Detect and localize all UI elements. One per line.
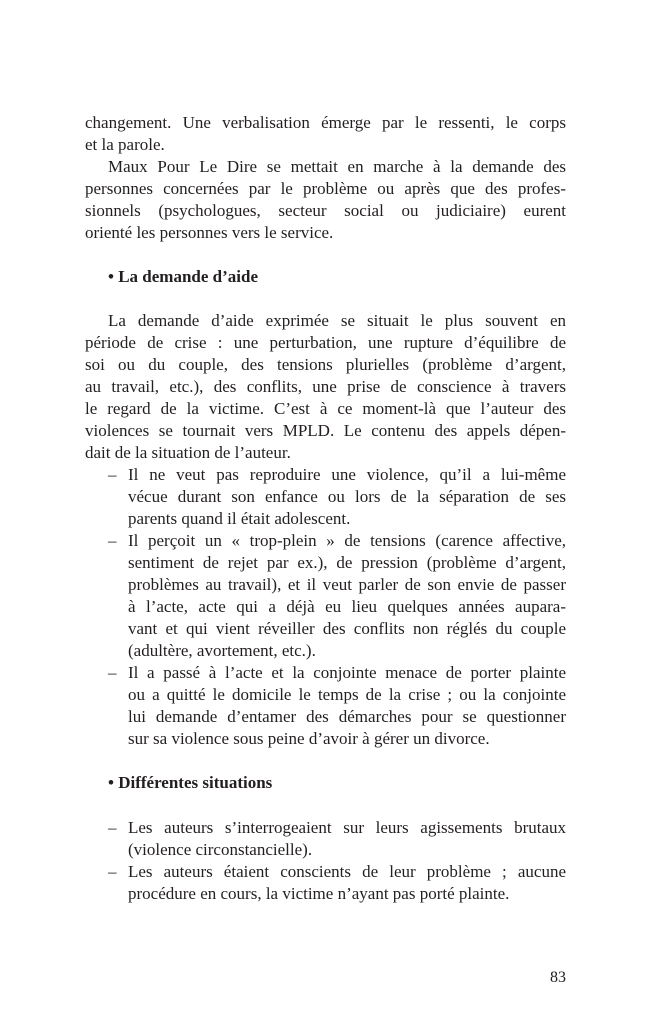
spacer (85, 288, 566, 310)
page-body (85, 112, 566, 905)
dash-bullet: – (108, 861, 117, 881)
text-line: Les auteurs s’interrogeaient sur leurs agissements brutaux (128, 817, 566, 837)
text-line: Il perçoit un « trop-plein » de tensions (carence affective, (128, 531, 566, 551)
text-line: vécue durant son enfance ou lors de la séparation de ses (128, 487, 566, 507)
list-item (85, 662, 566, 750)
text-line: personnes concernées par le problème ou après que des profes- (85, 179, 566, 199)
spacer (85, 244, 566, 266)
list-item (85, 861, 566, 905)
section-heading-differentes-situations: • Différentes situations (108, 773, 273, 793)
text-line: au travail, etc.), des conflits, une prise de conscience à travers (85, 377, 566, 397)
text-line: dait de la situation de l’auteur. (85, 443, 291, 463)
text-line: problèmes au travail), et il veut parler de son envie de passer (128, 575, 566, 595)
text-line: Il a passé à l’acte et la conjointe menace de porter plainte (128, 663, 566, 683)
spacer (85, 794, 566, 816)
text-line: ou a quitté le domicile le temps de la crise ; ou la conjointe (128, 685, 566, 705)
text-line: Il ne veut pas reproduire une violence, qu’il a lui-même (128, 465, 566, 485)
text-line: Maux Pour Le Dire se mettait en marche à la demande des (108, 157, 566, 177)
paragraph-continuation (85, 112, 566, 156)
text-line: vant et qui vient réveiller des conflits non réglés du couple (128, 619, 566, 639)
list-item (85, 530, 566, 662)
list-item (85, 817, 566, 861)
dash-list-demande (85, 464, 566, 750)
text-line: à l’acte, acte qui a déjà eu lieu quelques années aupara- (128, 597, 566, 617)
text-line: sentiment de rejet par ex.), de pression (problème d’argent, (128, 553, 566, 573)
text-line: sionnels (psychologues, secteur social ou judiciaire) eurent (85, 201, 566, 221)
text-line: procédure en cours, la victime n’ayant pas porté plainte. (128, 883, 510, 903)
text-line: lui demande d’entamer des démarches pour se questionner (128, 707, 566, 727)
dash-bullet: – (108, 663, 117, 683)
page-number: 83 (550, 969, 566, 986)
dash-bullet: – (108, 465, 117, 485)
text-line: et la parole. (85, 135, 165, 155)
paragraph-demande-aide (85, 310, 566, 464)
spacer (85, 750, 566, 772)
dash-bullet: – (108, 817, 117, 837)
text-line: parents quand il était adolescent. (128, 509, 351, 529)
paragraph-maux-pour-le-dire (85, 156, 566, 244)
dash-bullet: – (108, 531, 117, 551)
text-line: soi ou du couple, des tensions plurielles (problème d’argent, (85, 355, 566, 375)
section-heading-demande-aide: • La demande d’aide (108, 267, 258, 287)
list-item (85, 464, 566, 530)
text-line: changement. Une verbalisation émerge par le ressenti, le corps (85, 113, 566, 132)
text-line: période de crise : une perturbation, une rupture d’équilibre de (85, 333, 566, 353)
text-line: violences se tournait vers MPLD. Le contenu des appels dépen- (85, 421, 566, 441)
dash-list-situations (85, 817, 566, 905)
text-line: le regard de la victime. C’est à ce moment-là que l’auteur des (85, 399, 566, 419)
text-line: sur sa violence sous peine d’avoir à gérer un divorce. (128, 729, 490, 749)
text-line: (adultère, avortement, etc.). (128, 641, 316, 661)
text-line: (violence circonstancielle). (128, 839, 313, 859)
text-line: orienté les personnes vers le service. (85, 223, 334, 243)
text-line: Les auteurs étaient conscients de leur problème ; aucune (128, 861, 566, 881)
text-line: La demande d’aide exprimée se situait le plus souvent en (108, 311, 566, 331)
